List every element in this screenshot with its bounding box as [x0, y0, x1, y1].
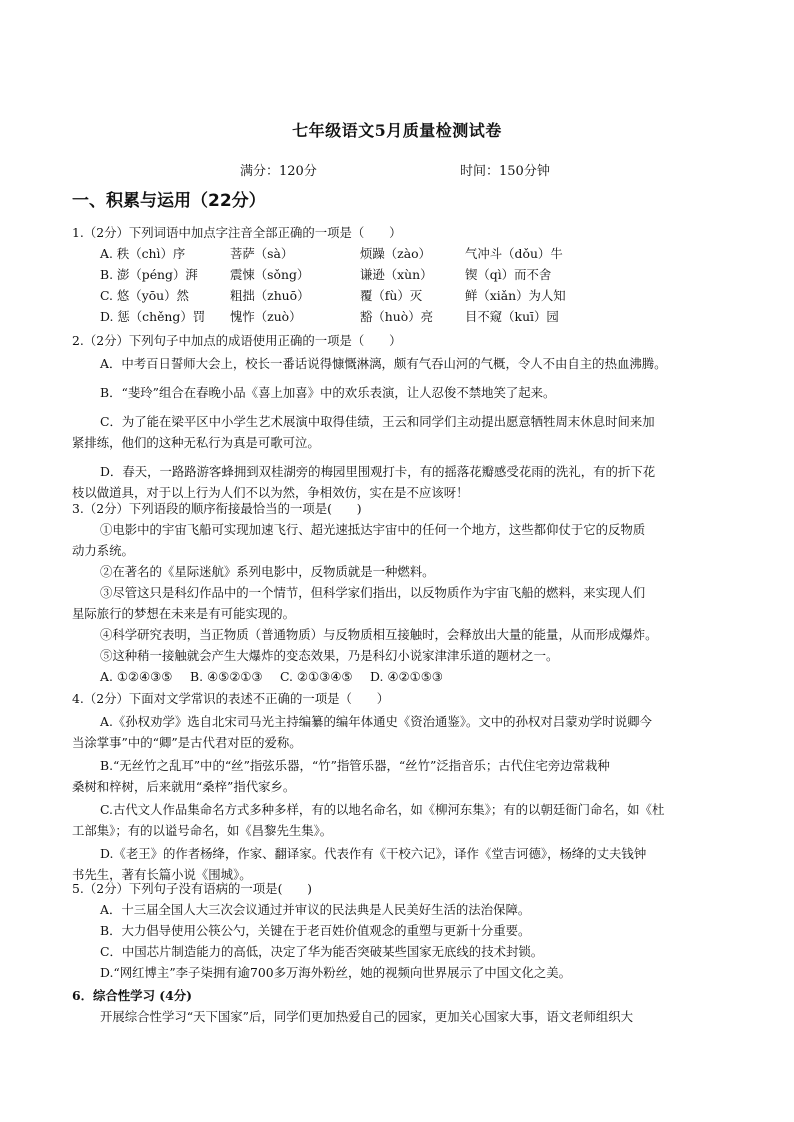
option-row: [72, 666, 732, 687]
sentence-1a: ①电影中的宇宙飞船可实现加速飞行、超光速抵达宇宙中的任何一个地方，这些都仰仗于它的反物质: [100, 522, 646, 537]
question-6: [72, 985, 732, 1027]
option-a: A．十三届全国人大三次会议通过并审议的民法典是人民美好生活的法治保障。: [100, 902, 531, 917]
option-a-line2: 当涂掌事”中的“卿”是古代君对臣的爱称。: [72, 735, 302, 750]
question-5: [72, 878, 732, 983]
option-d: D. ④②①⑤③: [370, 669, 443, 684]
section-heading: 一、积累与运用（22分）: [72, 191, 266, 211]
option-cell: B. 澎（péng）湃: [100, 267, 198, 282]
option-row: [72, 264, 732, 285]
sentence-4: ④科学研究表明，当正物质（普通物质）与反物质相互接触时，会释放出大量的能量，从而形成爆炸。: [100, 627, 658, 642]
option-c-line2: 紧排练，他们的这种无私行为真是可歌可泣。: [72, 435, 320, 450]
option-cell: 豁（huò）亮: [360, 309, 433, 324]
option-row: [72, 306, 732, 327]
question-1: [72, 222, 732, 327]
option-c-line1: C.古代文人作品集命名方式多种多样，有的以地名命名，如《柳河东集》；有的以朝廷衙门命名，如《杜: [100, 802, 665, 817]
sentence-3b: 星际旅行的梦想在未来是有可能实现的。: [72, 606, 296, 621]
option-cell: 谦逊（xùn）: [360, 267, 433, 282]
sentence-3a: ③尽管这只是科幻作品中的一个情节，但科学家们指出，以反物质作为宇宙飞船的燃料，来实现人们: [100, 585, 646, 600]
question-stem: 5.（2分）下列句子没有语病的一项是( ): [72, 881, 313, 896]
question-3: [72, 498, 732, 687]
option-d: D.“网红博主”李子柒拥有逾700多万海外粉丝，她的视频向世界展示了中国文化之美。: [100, 965, 572, 980]
sentence-1b: 动力系统。: [72, 543, 134, 558]
option-cell: 目不窥（kuī）园: [465, 309, 559, 324]
option-cell: 震悚（sǒng）: [230, 267, 310, 282]
question-stem: 1.（2分）下列词语中加点字注音全部正确的一项是（ ）: [72, 225, 402, 240]
option-c: C．中国芯片制造能力的高低，决定了华为能否突破某些国家无底线的技术封锁。: [100, 944, 544, 959]
option-b-line2: 桑树和梓树，后来就用“桑梓”指代家乡。: [72, 779, 296, 794]
option-cell: D. 惩（chěng）罚: [100, 309, 206, 324]
option-cell: 锲（qì）而不舍: [465, 267, 552, 282]
option-a: A．中考百日誓师大会上，校长一番话说得慷慨淋漓，颇有气吞山河的气概，令人不由自主的热血沸腾。: [100, 356, 667, 371]
option-b: B．“斐玲”组合在春晚小品《喜上加喜》中的欢乐表演，让人忍俊不禁地笑了起来。: [100, 385, 556, 400]
sentence-5: ⑤这种稍一接触就会产生大爆炸的变态效果，乃是科幻小说家津津乐道的题材之一。: [100, 648, 559, 663]
question-2: [72, 330, 732, 503]
option-cell: 覆（fù）灭: [360, 288, 423, 303]
option-row: [72, 285, 732, 306]
option-cell: 气冲斗（dǒu）牛: [465, 246, 563, 261]
option-row: [72, 243, 732, 264]
option-d-line2: 书先生，著有长篇小说《围城》。: [72, 867, 252, 882]
option-c-line2: 工部集》；有的以谥号命名，如《昌黎先生集》。: [72, 823, 333, 838]
option-cell: 菩萨（sà）: [230, 246, 294, 261]
option-cell: 粗拙（zhuō）: [230, 288, 310, 303]
option-cell: 愧怍（zuò）: [230, 309, 302, 324]
exam-time: 时间：150分钟: [460, 164, 550, 179]
option-cell: 鲜（xiǎn）为人知: [465, 288, 566, 303]
question-stem: 6．综合性学习 (4分): [72, 988, 193, 1003]
sentence-2: ②在著名的《星际迷航》系列电影中，反物质就是一种燃料。: [100, 564, 435, 579]
option-c-line1: C．为了能在梁平区中小学生艺术展演中取得佳绩，王云和同学们主动提出愿意牺牲周末休息时间来加: [100, 414, 655, 429]
question-stem: 4.（2分）下面对文学常识的表述不正确的一项是（ ）: [72, 691, 390, 706]
question-4: [72, 688, 732, 885]
option-d-line1: D．春天，一路路游客蜂拥到双桂湖旁的梅园里围观打卡，有的摇落花瓣感受花雨的洗礼，有的折下花: [100, 464, 656, 479]
option-b: B. ④⑤②①③: [190, 669, 263, 684]
full-score: 满分：120分: [240, 164, 317, 179]
exam-title: 七年级语文5月质量检测试卷: [292, 121, 502, 140]
option-cell: A. 秩（chì）序: [100, 246, 186, 261]
question-stem: 3.（2分）下列语段的顺序衔接最恰当的一项是( ): [72, 501, 362, 516]
question-stem: 2.（2分）下列句子中加点的成语使用正确的一项是（ ）: [72, 333, 402, 348]
option-d-line1: D.《老王》的作者杨绛，作家、翻译家。代表作有《干校六记》，译作《堂吉诃德》，杨绛的丈夫钱钟: [100, 846, 647, 861]
option-d-line2: 枝以做道具，对于以上行为人们不以为然，争相效仿，实在是不应该呀！: [72, 485, 469, 500]
option-c: C. ②①③④⑤: [280, 669, 353, 684]
question-paragraph: 开展综合性学习“天下国家”后，同学们更加热爱自己的园家，更加关心国家大事，语文老师组织大: [100, 1009, 634, 1024]
option-b: B．大力倡导使用公筷公勺，关键在于老百姓价值观念的重塑与更新十分重要。: [100, 923, 531, 938]
option-a: A. ①②④③⑤: [100, 669, 173, 684]
option-b-line1: B.“无丝竹之乱耳”中的“丝”指弦乐器，“竹”指管乐器，“丝竹”泛指音乐；古代住宅旁边常栽种: [100, 758, 610, 773]
option-a-line1: A.《孙权劝学》选自北宋司马光主持编纂的编年体通史《资治通鉴》。文中的孙权对吕蒙劝学时说卿今: [100, 714, 652, 729]
option-cell: 烦躁（zào）: [360, 246, 431, 261]
option-cell: C. 悠（yōu）然: [100, 288, 189, 303]
